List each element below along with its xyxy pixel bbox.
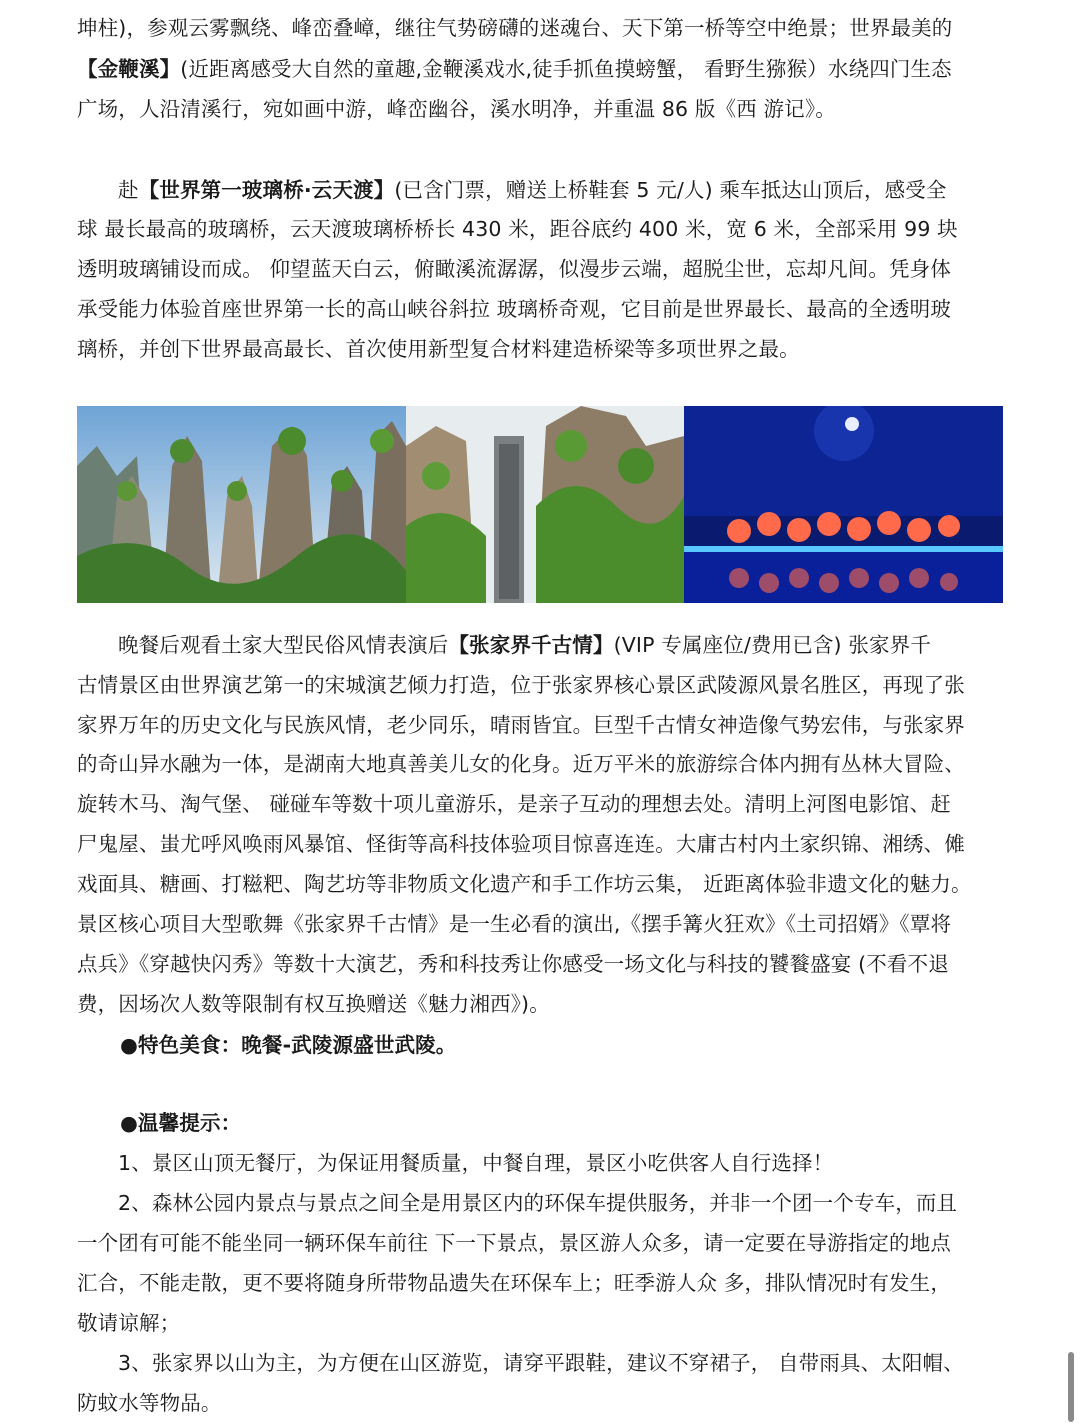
paragraph3-line9: 点兵》《穿越快闪秀》等数十大演艺，秀和科技秀让你感受一场文化与科技的饕餮盛宴 (不看不退 [77,952,949,976]
tip-3-line2: 防蚊水等物品。 [77,1391,222,1415]
tip-2-line4: 敬请谅解； [77,1311,181,1335]
paragraph1-line3: 广场，人沿清溪行，宛如画中游，峰峦幽谷，溪水明净，并重温 86 版《西 游记》。 [77,97,836,121]
paragraph2-line5: 璃桥，并创下世界最高最长、首次使用新型复合材料建造桥梁等多项世界之最。 [77,337,800,361]
paragraph3-line4: 的奇山异水融为一体，是湖南大地真善美儿女的化身。近万平米的旅游综合体内拥有丛林大冒险、 [77,752,965,776]
paragraph3-line7: 戏面具、糖画、打糍粑、陶艺坊等非物质文化遗产和手工作坊云集， 近距离体验非遗文化的魅力。 [77,872,972,896]
tip-2-line1: 2、森林公园内景点与景点之间全是用景区内的环保车提供服务，并非一个团一个专车，而且 [118,1191,958,1215]
scrollbar-thumb[interactable] [1068,1352,1074,1422]
tip-3-line1: 3、张家界以山为主，为方便在山区游览，请穿平跟鞋，建议不穿裙子， 自带雨具、太阳帽、 [118,1351,964,1375]
paragraph3-line1-text: (VIP 专属座位/费用已含) 张家界千 [613,633,931,657]
paragraph2-line2: 球 最长最高的玻璃桥，云天渡玻璃桥桥长 430 米，距谷底约 400 米，宽 6 米，全部采用 99 块 [77,217,958,241]
zhangjiajie-peaks-photo [77,406,406,603]
tip-2-line3: 汇合，不能走散，更不要将随身所带物品遗失在环保车上；旺季游人众 多，排队情况时有发生， [77,1271,951,1295]
qianguqing-title: 【张家界千古情】 [448,633,614,657]
food-note: ●特色美食：晚餐-武陵源盛世武陵。 [120,1033,457,1057]
paragraph3-line8: 景区核心项目大型歌舞《张家界千古情》是一生必看的演出,《摆手篝火狂欢》《土司招婿》《覃将 [77,912,952,936]
paragraph3-line1 [118,630,1008,660]
paragraph1-line1: 坤柱)，参观云雾飘绕、峰峦叠嶂，继往气势磅礴的迷魂台、天下第一桥等空中绝景；世界最美的 [77,16,953,40]
paragraph1-line2 [77,54,1007,84]
tip-1: 1、景区山顶无餐厅，为保证用餐质量，中餐自理，景区小吃供客人自行选择！ [118,1151,834,1175]
glass-bridge-title: 【世界第一玻璃桥·云天渡】 [138,178,395,202]
jinbianxi-title: 【金鞭溪】 [77,57,181,81]
paragraph2-line1-text: (已含门票，赠送上桥鞋套 5 元/人) 乘车抵达山顶后，感受全 [394,178,947,202]
bailong-elevator-photo [406,406,684,603]
paragraph1-line2-text: (近距离感受大自然的童趣,金鞭溪戏水,徒手抓鱼摸螃蟹， 看野生猕猴）水绕四门生态 [180,57,952,81]
paragraph2-lead: 赴 [118,178,139,202]
paragraph3-lead: 晚餐后观看土家大型民俗风情表演后 [118,633,449,657]
paragraph2-line1 [118,175,1008,205]
photo-strip [77,406,1003,603]
qianguqing-show-photo [684,406,1003,603]
paragraph3-line6: 尸鬼屋、蚩尤呼风唤雨风暴馆、怪街等高科技体验项目惊喜连连。大庸古村内土家织锦、湘绣、傩 [77,832,965,856]
tip-2-line2: 一个团有可能不能坐同一辆环保车前往 下一下景点，景区游人众多，请一定要在导游指定的地点 [77,1231,951,1255]
tips-heading: ●温馨提示： [120,1111,242,1135]
paragraph2-line3: 透明玻璃铺设而成。 仰望蓝天白云，俯瞰溪流潺潺，似漫步云端，超脱尘世，忘却凡间。凭身体 [77,257,951,281]
paragraph3-line3: 家界万年的历史文化与民族风情，老少同乐，晴雨皆宜。巨型千古情女神造像气势宏伟，与张家界 [77,713,965,737]
paragraph3-line2: 古情景区由世界演艺第一的宋城演艺倾力打造，位于张家界核心景区武陵源风景名胜区，再现了张 [77,673,965,697]
paragraph2-line4: 承受能力体验首座世界第一长的高山峡谷斜拉 玻璃桥奇观，它目前是世界最长、最高的全透明玻 [77,297,951,321]
paragraph3-line5: 旋转木马、淘气堡、 碰碰车等数十项儿童游乐，是亲子互动的理想去处。清明上河图电影馆、赶 [77,792,951,816]
paragraph3-line10: 费，因场次人数等限制有权互换赠送《魅力湘西》)。 [77,992,550,1016]
